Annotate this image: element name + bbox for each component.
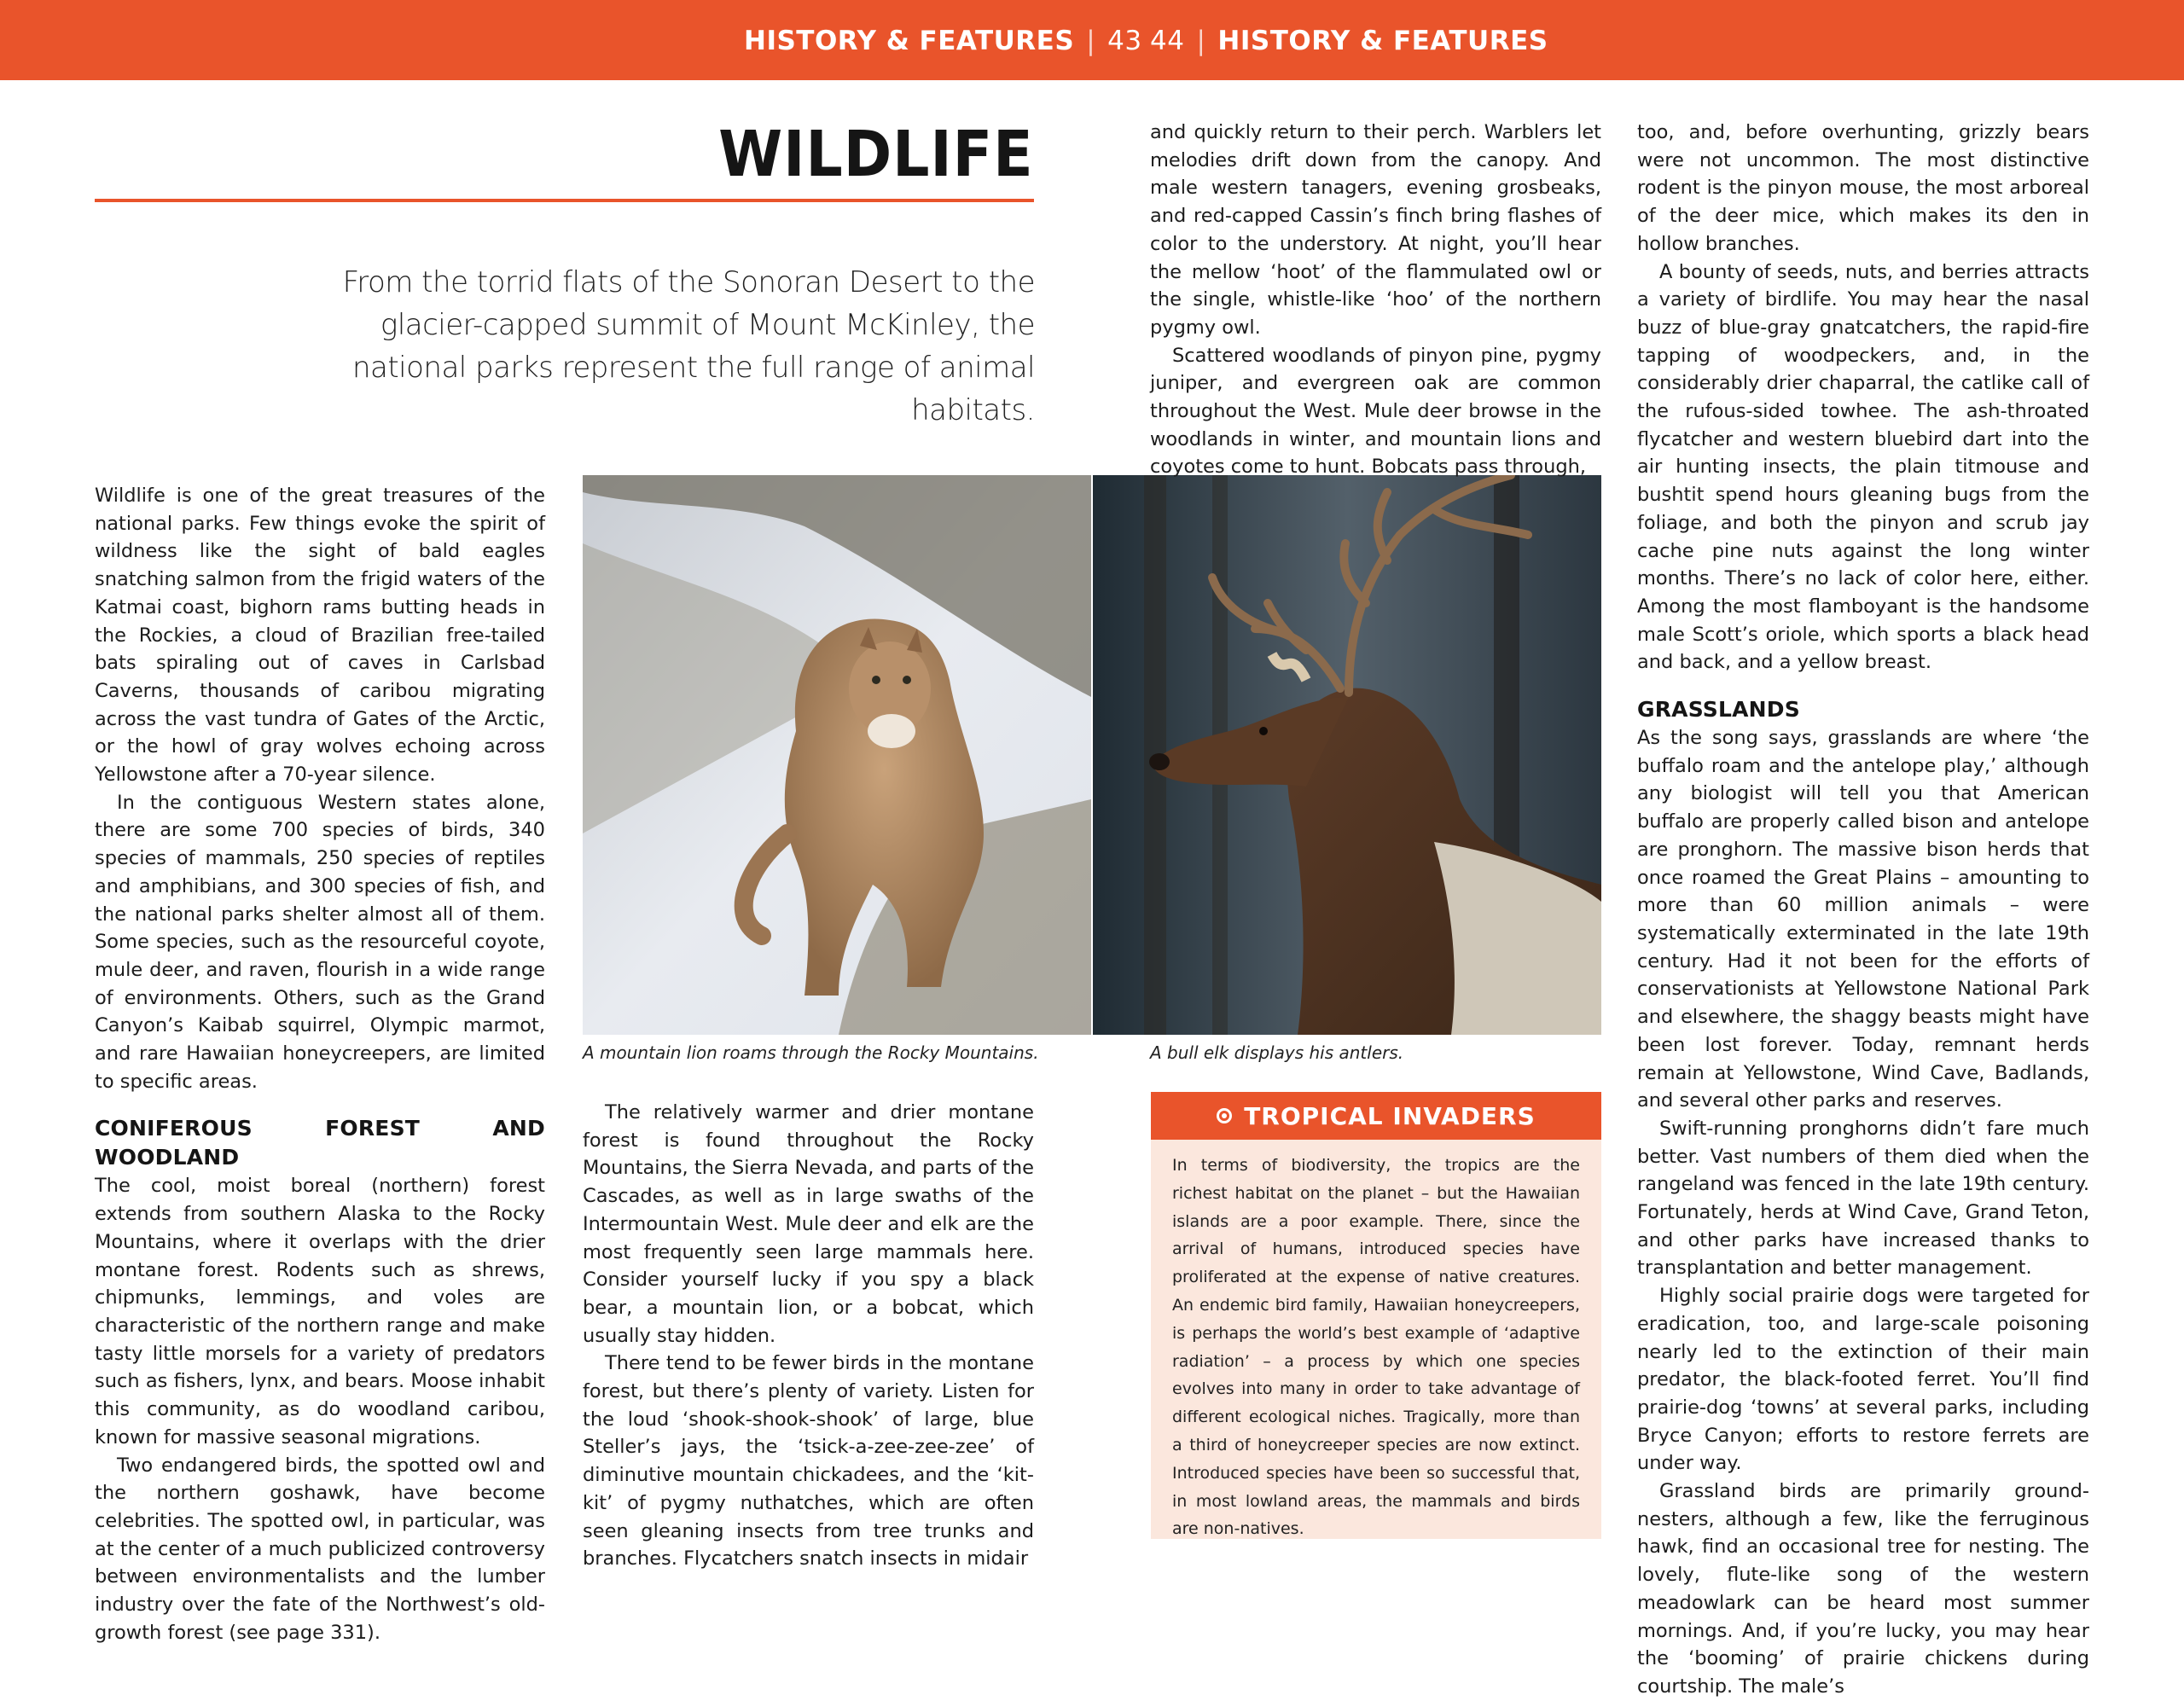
mountain-lion-caption: A mountain lion roams through the Rocky Mountains. bbox=[583, 1042, 1039, 1063]
page-number-right: 44 bbox=[1150, 26, 1185, 56]
paragraph: There tend to be fewer birds in the montane forest, but there’s plenty of variety. Listen for the loud ‘shook-shook-shook’ of large, blue Steller’s jays, the ‘tsick-a-zee-zee-zee’ of diminutive mountain chickadees, and the ‘kit-kit’ of pygmy nuthatches, which are often seen gleaning insects from tree trunks and branches. Flycatchers snatch insects in midair bbox=[583, 1352, 1034, 1570]
column-1 bbox=[95, 482, 545, 1646]
header-left-section: HISTORY & FEATURES bbox=[744, 26, 1075, 56]
intro-text: From the torrid flats of the Sonoran Desert to the glacier-capped summit of Mount McKinley, the national parks represent the full range of animal habitats. bbox=[342, 265, 1035, 427]
bull-elk-photo bbox=[1093, 475, 1601, 1035]
circle-target-icon bbox=[1217, 1108, 1232, 1123]
paragraph: In the contiguous Western states alone, there are some 700 species of birds, 340 species of mammals, 250 species of reptiles and amphibians, and 300 species of fish, and the national parks shelter almost all of them. Some species, such as the resourceful coyote, mule deer, and raven, flourish in a wide range of environments. Others, such as the Grand Canyon’s Kaibab squirrel, Olympic marmot, and rare Hawaiian honeycreepers, are limited to specific areas. bbox=[95, 791, 545, 1093]
paragraph: A bounty of seeds, nuts, and berries attracts a variety of birdlife. You may hear the nasal buzz of blue-gray gnatcatchers, the rapid-fire tapping of woodpeckers, and, in the considerably drier chaparral, the catlike call of the rufous-sided towhee. The ash-throated flycatcher and western bluebird dart into the air hunting insects, the plain titmouse and bushtit spend hours gleaning bugs from the foliage, and both the pinyon and scrub jay cache pine nuts against the long winter months. There’s no lack of color here, either. Among the most flamboyant is the handsome male Scott’s oriole, which sports a black head and back, and a yellow breast. bbox=[1637, 260, 2089, 674]
mountain-lion-photo bbox=[583, 475, 1091, 1035]
paragraph: Scattered woodlands of pinyon pine, pygmy juniper, and evergreen oak are common throughout the West. Mule deer browse in the woodlands in winter, and mountain lions and coyotes come to hunt. Bobcats pass through, bbox=[1150, 344, 1601, 479]
column-4 bbox=[1637, 119, 2089, 1701]
column-3 bbox=[1150, 119, 1601, 481]
paragraph: too, and, before overhunting, grizzly bears were not uncommon. The most distinctive rodent is the pinyon mouse, the most arboreal of the deer mice, which makes its den in hollow branches. bbox=[1637, 121, 2089, 255]
header-right: 44 | HISTORY & FEATURES bbox=[1150, 26, 1548, 56]
bull-elk-caption: A bull elk displays his antlers. bbox=[1150, 1042, 1404, 1063]
paragraph: Highly social prairie dogs were targeted for eradication, too, and large-scale poisoning nearly led to the extinction of their main predator, the black-footed ferret. You’ll find prairie-dog ‘towns’ at several parks, including Bryce Canyon; efforts to restore ferrets are under way. bbox=[1637, 1285, 2089, 1475]
section-heading-grasslands: GRASSLANDS bbox=[1637, 697, 1800, 723]
paragraph: Swift-running pronghorns didn’t fare much better. Vast numbers of them died when the rangeland was fenced in the late 19th century. Fortunately, herds at Wind Cave, Grand Teton, and other parks have increased thanks to transplantation and better management. bbox=[1637, 1117, 2089, 1280]
sidebar-heading bbox=[1151, 1092, 1601, 1140]
paragraph: As the song says, grasslands are where ‘the buffalo roam and the antelope play,’ although any biologist will tell you that American buffalo are properly called bison and antelope are pronghorn. The massive bison herds that once roamed the Great Plains – amounting to more than 60 million animals – were systematically exterminated in the late 19th century. Had it not been for the efforts of conservationists at Yellowstone National Park and elsewhere, the shaggy beasts might have been lost forever. Today, remnant herds remain at Yellowstone, Wind Cave, Badlands, and several other parks and reserves. bbox=[1637, 727, 2089, 1112]
title-rule bbox=[95, 199, 1034, 202]
paragraph: The relatively warmer and drier montane forest is found throughout the Rocky Mountains, the Sierra Nevada, and parts of the Cascades, as well as in large swaths of the Intermountain West. Mule deer and elk are the most frequently seen large mammals here. Consider yourself lucky if you spy a black bear, a mountain lion, or a bobcat, which usually stay hidden. bbox=[583, 1101, 1034, 1347]
paragraph: Two endangered birds, the spotted owl and the northern goshawk, have become celebrities. The spotted owl, in particular, was at the center of a much publicized controversy between environmentalists and the lumber industry over the fate of the Northwest’s old-growth forest (see page 331). bbox=[95, 1454, 545, 1644]
sidebar-text: In terms of biodiversity, the tropics are the richest habitat on the planet – but the Hawaiian islands are a poor example. There, since the arrival of humans, introduced species have proliferated at the expense of native creatures. An endemic bird family, Hawaiian honeycreepers, is perhaps the world’s best example of ‘adaptive radiation’ – a process by which one species evolves into many in order to take advantage of different ecological niches. Tragically, more than a third of honeycreeper species are now extinct. Introduced species have been so successful that, in most lowland areas, the mammals and birds are non-natives. bbox=[1172, 1156, 1580, 1539]
header-right-section: HISTORY & FEATURES bbox=[1217, 26, 1548, 56]
sidebar-title: TROPICAL INVADERS bbox=[1244, 1101, 1536, 1130]
paragraph: Wildlife is one of the great treasures of the national parks. Few things evoke the spirit of wildness like the sight of bald eagles snatching salmon from the frigid waters of the Katmai coast, bighorn rams butting heads in the Rockies, a cloud of Brazilian free-tailed bats spiraling out of caves in Carlsbad Caverns, thousands of caribou migrating across the vast tundra of Gates of the Arctic, or the howl of gray wolves echoing across Yellowstone after a 70-year silence. bbox=[95, 485, 545, 787]
page-number-left: 43 bbox=[1107, 26, 1142, 56]
section-heading-coniferous: CONIFEROUS FOREST AND WOODLAND bbox=[95, 1116, 545, 1170]
paragraph: Grassland birds are primarily ground-nesters, although a few, like the ferruginous hawk, find an occasional tree for nesting. The lovely, flute-like song of the western meadowlark can be heard most summer mornings. And, if you’re lucky, you may hear the ‘booming’ of prairie chickens during courtship. The male’s bbox=[1637, 1480, 2089, 1698]
paragraph: The cool, moist boreal (northern) forest extends from southern Alaska to the Rocky Mountains, where it overlaps with the drier montane forest. Rodents such as shrews, chipmunks, lemmings, and voles are characteristic of the northern range and make tasty little morsels for a variety of predators such as fishers, lynx, and bears. Moose inhabit this community, as do woodland caribou, known for massive seasonal migrations. bbox=[95, 1175, 545, 1448]
page-title: WILDLIFE bbox=[718, 118, 1034, 191]
paragraph: and quickly return to their perch. Warblers let melodies drift down from the canopy. And male western tanagers, evening grosbeaks, and red-capped Cassin’s finch bring flashes of color to the understory. At night, you’ll hear the mellow ‘hoot’ of the flammulated owl or the single, whistle-like ‘hoo’ of the northern pygmy owl. bbox=[1150, 121, 1601, 339]
header-left: HISTORY & FEATURES | 43 bbox=[744, 26, 1142, 56]
column-2 bbox=[583, 1099, 1034, 1573]
